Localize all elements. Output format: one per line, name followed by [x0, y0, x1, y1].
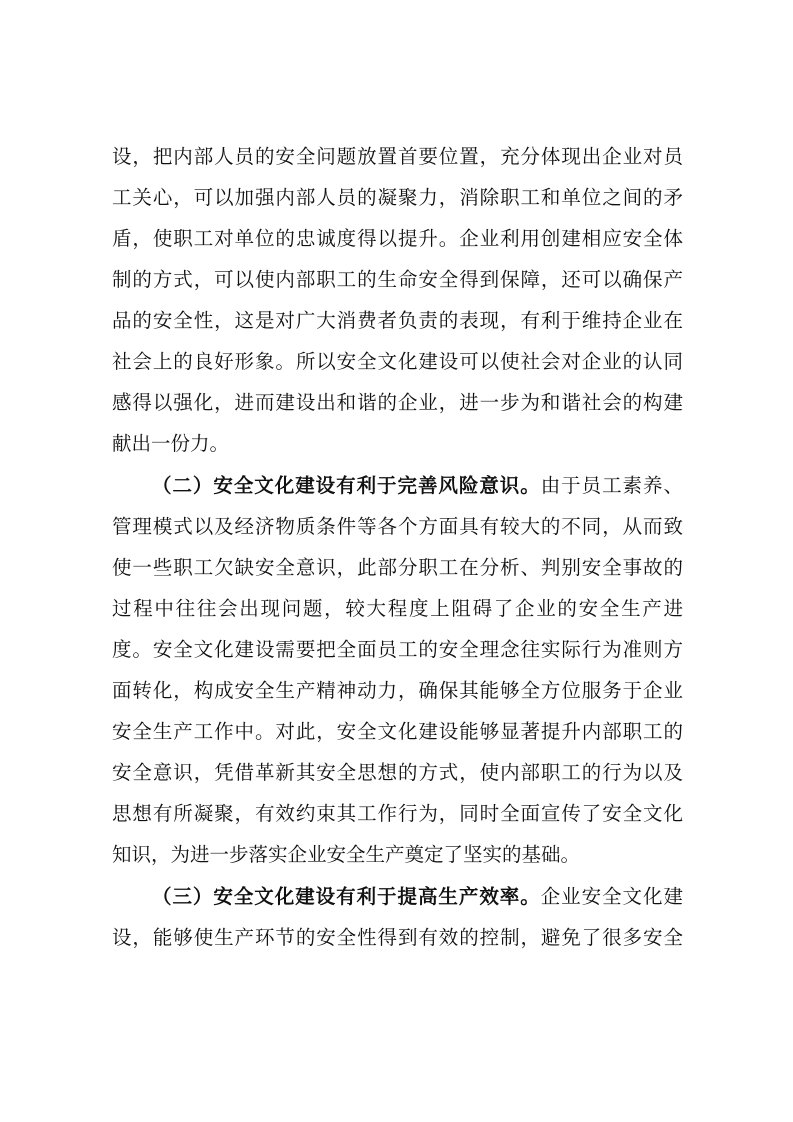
paragraph-first-line: [112, 877, 683, 917]
paragraph-text: 由于员工素养、: [540, 474, 683, 497]
paragraph-line: 过程中往往会出现问题，较大程度上阻碍了企业的安全生产进: [112, 597, 683, 620]
paragraph-line: 思想有所凝聚，有效约束其工作行为，同时全面宣传了安全文化: [112, 802, 683, 825]
paragraph-line: 设，能够使生产环节的安全性得到有效的控制，避免了很多安全: [112, 926, 683, 949]
section-heading: （二）安全文化建设有利于完善风险意识。: [152, 474, 541, 497]
paragraph-line: 面转化，构成安全生产精神动力，确保其能够全方位服务于企业: [112, 679, 683, 702]
section-heading: （三）安全文化建设有利于提高生产效率。: [152, 885, 541, 908]
paragraph-line: 管理模式以及经济物质条件等各个方面具有较大的不同，从而致: [112, 515, 683, 538]
paragraph-line: 度。安全文化建设需要把全面员工的安全理念往实际行为准则方: [112, 638, 683, 661]
paragraph-line: 制的方式，可以使内部职工的生命安全得到保障，还可以确保产: [112, 268, 683, 291]
paragraph-line: 社会上的良好形象。所以安全文化建设可以使社会对企业的认同: [112, 350, 683, 373]
paragraph-line: 工关心，可以加强内部人员的凝聚力，消除职工和单位之间的矛: [112, 186, 683, 209]
paragraph-first-line: [112, 466, 683, 506]
paragraph-text: 企业安全文化建: [540, 885, 683, 908]
paragraph-line: 知识，为进一步落实企业安全生产奠定了坚实的基础。: [112, 843, 581, 866]
paragraph-line: 安全生产工作中。对此，安全文化建设能够显著提升内部职工的: [112, 720, 683, 743]
paragraph-line: 设，把内部人员的安全问题放置首要位置，充分体现出企业对员: [112, 145, 683, 168]
paragraph-line: 品的安全性，这是对广大消费者负责的表现，有利于维持企业在: [112, 309, 683, 332]
paragraph-line: 安全意识，凭借革新其安全思想的方式，使内部职工的行为以及: [112, 761, 683, 784]
paragraph-line: 感得以强化，进而建设出和谐的企业，进一步为和谐社会的构建: [112, 391, 683, 414]
paragraph-line: 使一些职工欠缺安全意识，此部分职工在分析、判别安全事故的: [112, 556, 683, 579]
paragraph-line: 盾，使职工对单位的忠诚度得以提升。企业利用创建相应安全体: [112, 227, 683, 250]
paragraph-line: 献出一份力。: [112, 432, 230, 455]
